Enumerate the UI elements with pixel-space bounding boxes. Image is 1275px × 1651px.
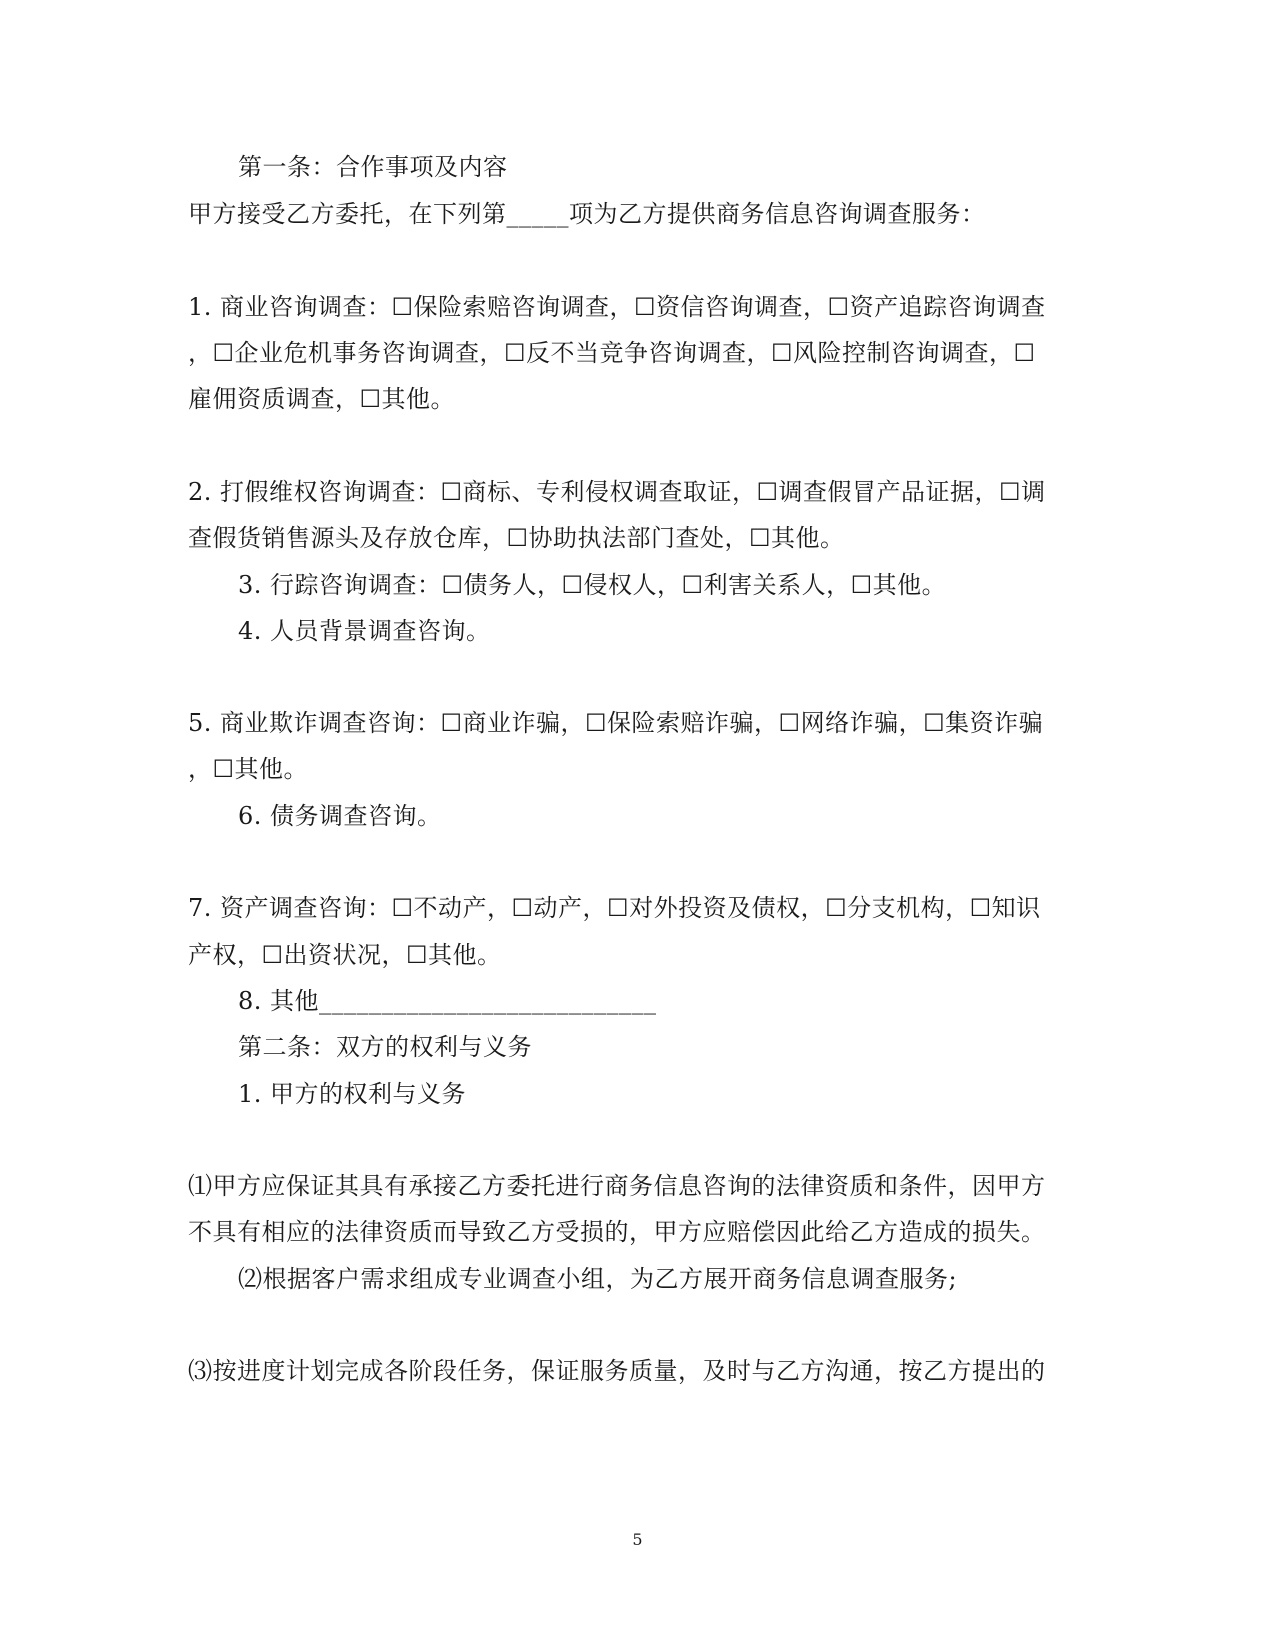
page-number: 5 [632,1530,643,1549]
item-2-line-2: 查假货销售源头及存放仓库，☐协助执法部门查处，☐其他。 [188,524,845,552]
clause-3-line-1: ⑶按进度计划完成各阶段任务，保证服务质量，及时与乙方沟通，按乙方提出的 [188,1357,1046,1385]
item-3: 3. 行踪咨询调查：☐债务人，☐侵权人，☐利害关系人，☐其他。 [238,571,947,599]
clause-2: ⑵根据客户需求组成专业调查小组，为乙方展开商务信息调查服务; [238,1265,958,1293]
article-1-heading: 第一条：合作事项及内容 [238,153,508,181]
item-4: 4. 人员背景调查咨询。 [238,617,491,645]
item-2-line-1: 2. 打假维权咨询调查：☐商标、专利侵权调查取证，☐调查假冒产品证据，☐调 [188,478,1046,506]
item-1-line-3: 雇佣资质调查，☐其他。 [188,385,456,413]
item-1-line-1: 1. 商业咨询调查：☐保险索赔咨询调查，☐资信咨询调查，☐资产追踪咨询调查 [188,293,1046,321]
item-7-line-2: 产权，☐出资状况，☐其他。 [188,941,502,969]
clause-1-line-1: ⑴甲方应保证其具有承接乙方委托进行商务信息咨询的法律资质和条件，因甲方 [188,1172,1046,1200]
article-2-section-1-heading: 1. 甲方的权利与义务 [238,1080,467,1108]
item-8: 8. 其他___________________________ [238,987,657,1015]
article-1-intro: 甲方接受乙方委托，在下列第_____项为乙方提供商务信息咨询调查服务： [188,200,986,228]
item-5-line-1: 5. 商业欺诈调查咨询：☐商业诈骗，☐保险索赔诈骗，☐网络诈骗，☐集资诈骗 [188,709,1044,737]
item-5-line-2: ，☐其他。 [188,755,309,783]
item-6: 6. 债务调查咨询。 [238,802,442,830]
item-7-line-1: 7. 资产调查咨询：☐不动产，☐动产，☐对外投资及债权，☐分支机构，☐知识 [188,894,1041,922]
item-1-line-2: ，☐企业危机事务咨询调查，☐反不当竞争咨询调查，☐风险控制咨询调查，☐ [188,339,1036,367]
clause-1-line-2: 不具有相应的法律资质而导致乙方受损的，甲方应赔偿因此给乙方造成的损失。 [188,1218,1046,1246]
article-2-heading: 第二条：双方的权利与义务 [238,1033,532,1061]
